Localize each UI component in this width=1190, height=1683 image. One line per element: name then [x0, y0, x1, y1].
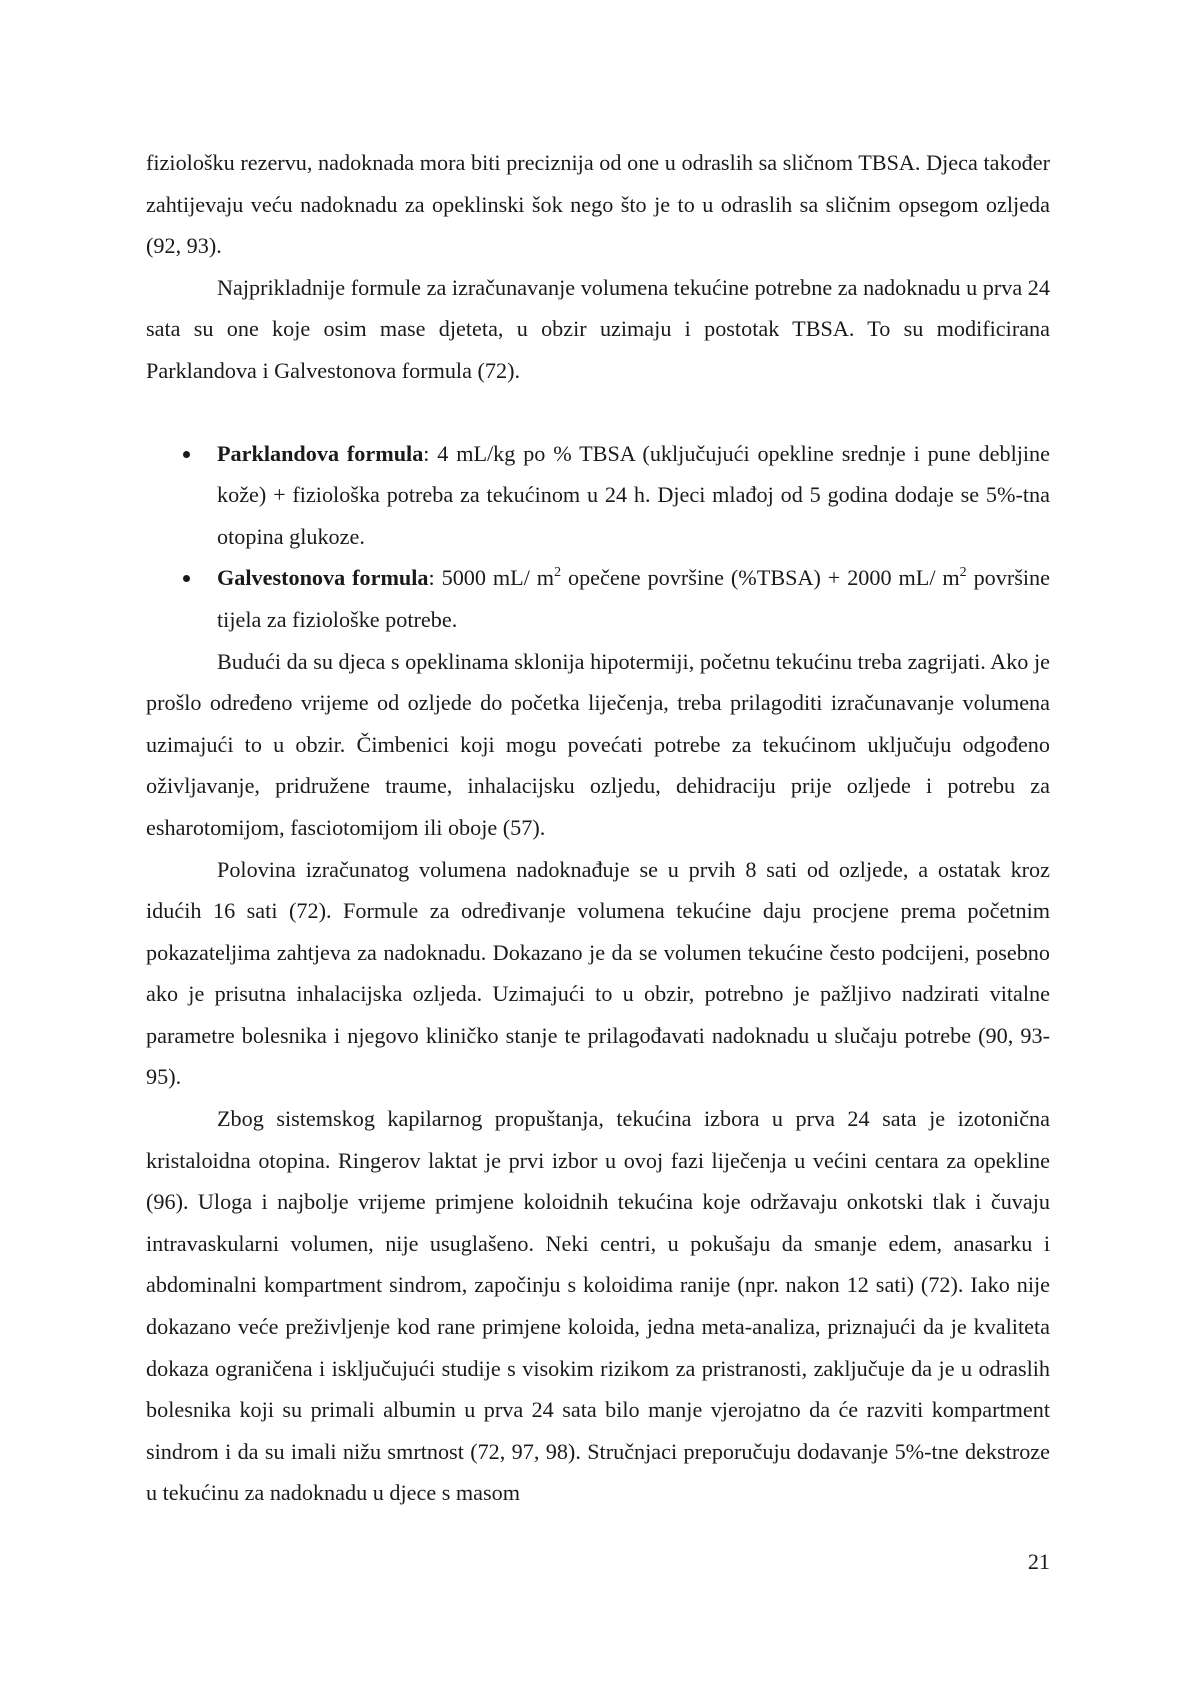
- galveston-text-a: : 5000 mL/ m: [428, 565, 555, 591]
- galveston-superscript-b: 2: [959, 565, 967, 581]
- galveston-superscript-a: 2: [554, 565, 562, 581]
- paragraph-formulas-intro: Najprikladnije formule za izračunavanje volumena tekućine potrebne za nadoknadu u prva 24 sata su one koje osim mase djeteta, u obzir uzimaju i postotak TBSA. To su modificirana Parklandova i Galvestonova formula (72).: [146, 274, 1050, 383]
- parkland-term: Parklandova formula: [217, 440, 424, 466]
- galveston-text-c: površine tijela za fiziološke potrebe.: [217, 565, 1050, 632]
- parkland-text: : 4 mL/kg po % TBSA (uključujući opekline srednje i pune debljine kože) + fiziološka potreba za tekućinom u 24 h. Djeci mlađoj od 5 godina dodaje se 5%-tna otopina glukoze.: [217, 440, 1051, 549]
- galveston-text-b: opečene površine (%TBSA) + 2000 mL/ m: [561, 565, 960, 591]
- list-item-parkland: [146, 433, 1050, 558]
- formula-list: [146, 433, 1050, 641]
- paragraph-continuation: fiziološku rezervu, nadoknada mora biti preciznija od one u odraslih sa sličnom TBSA. Djeca također zahtijevaju veću nadoknadu za opeklinski šok nego što je to u odraslih sa sličnim opsegom ozljeda (92, 93).: [146, 150, 1050, 259]
- page-number: 21: [1027, 1549, 1050, 1574]
- body-text: [146, 142, 1050, 1514]
- galveston-term: Galvestonova formula: [217, 565, 429, 591]
- paragraph-spacer: [146, 392, 1050, 433]
- list-item-galveston: [146, 557, 1050, 640]
- paragraph-hypothermia: Budući da su djeca s opeklinama sklonija hipotermiji, početnu tekućinu treba zagrijati. Ako je prošlo određeno vrijeme od ozljede do početka liječenja, treba prilagoditi izračunavanje volumena uzimajući to u obzir. Čimbenici koji mogu povećati potrebe za tekućinom uključuju odgođeno oživljavanje, pridružene traume, inhalacijsku ozljedu, dehidraciju prije ozljede i potrebu za esharotomijom, fasciotomijom ili oboje (57).: [146, 648, 1050, 840]
- paragraph-volume-timing: Polovina izračunatog volumena nadoknađuje se u prvih 8 sati od ozljede, a ostatak kroz idućih 16 sati (72). Formule za određivanje volumena tekućine daju procjene prema početnim pokazateljima zahtjeva za nadoknadu. Dokazano je da se volumen tekućine često podcijeni, posebno ako je prisutna inhalacijska ozljeda. Uzimajući to u obzir, potrebno je pažljivo nadzirati vitalne parametre bolesnika i njegovo kliničko stanje te prilagođavati nadoknadu u slučaju potrebe (90, 93-95).: [146, 856, 1050, 1090]
- paragraph-fluid-choice: Zbog sistemskog kapilarnog propuštanja, tekućina izbora u prva 24 sata je izotonična kristaloidna otopina. Ringerov laktat je prvi izbor u ovoj fazi liječenja u većini centara za opekline (96). Uloga i najbolje vrijeme primjene koloidnih tekućina koje održavaju onkotski tlak i čuvaju intravaskularni volumen, nije usuglašeno. Neki centri, u pokušaju da smanje edem, anasarku i abdominalni kompartment sindrom, započinju s koloidima ranije (npr. nakon 12 sati) (72). Iako nije dokazano veće preživljenje kod rane primjene koloida, jedna meta-analiza, priznajući da je kvaliteta dokaza ograničena i isključujući studije s visokim rizikom za pristranosti, zaključuje da je u odraslih bolesnika koji su primali albumin u prva 24 sata bilo manje vjerojatno da će razviti kompartment sindrom i da su imali nižu smrtnost (72, 97, 98). Stručnjaci preporučuju dodavanje 5%-tne dekstroze u tekućinu za nadoknadu u djece s masom: [146, 1106, 1050, 1506]
- bullet-icon: [183, 451, 190, 458]
- bullet-icon: [183, 575, 190, 582]
